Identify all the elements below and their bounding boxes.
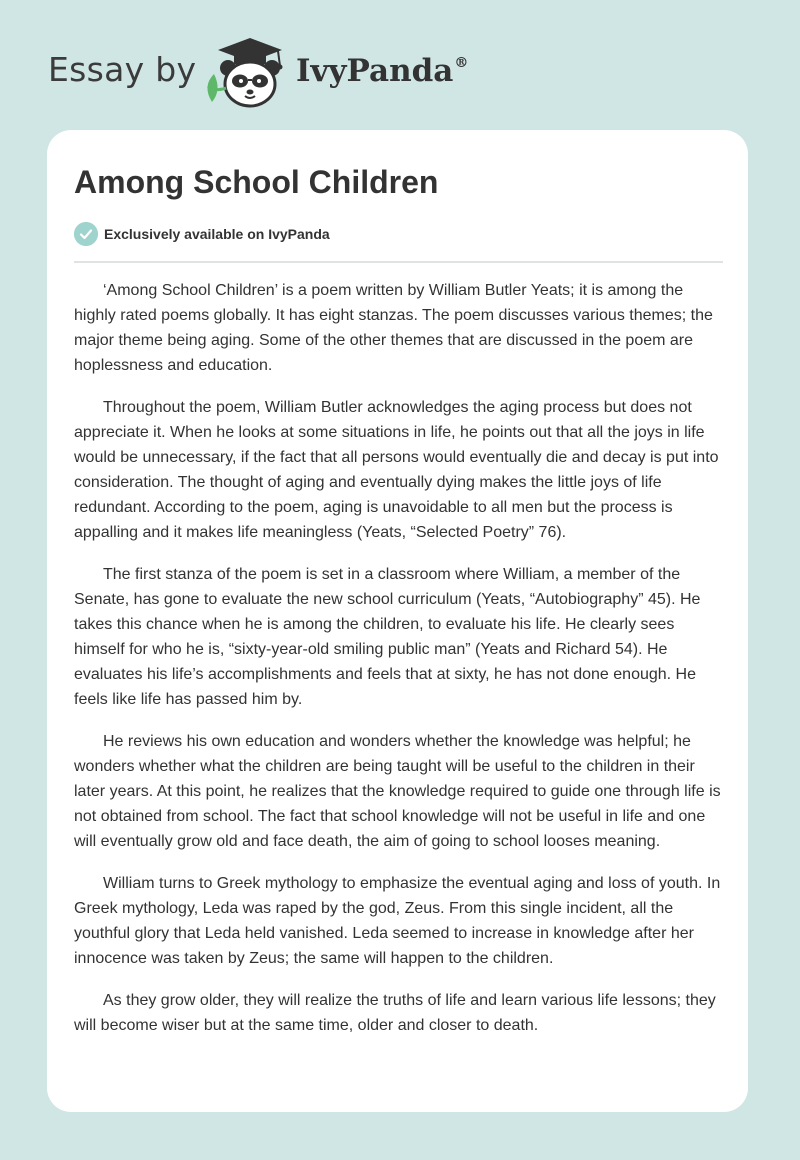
- panda-logo-icon: [200, 34, 296, 110]
- paragraph: ‘Among School Children’ is a poem written by William Butler Yeats; it is among the highly rated poems globally. It has eight stanzas. The poem discusses various themes; the major theme being aging. Some of the other themes that are discussed in the poem are hoplessness and education.: [74, 282, 713, 374]
- check-circle-icon: [74, 222, 98, 246]
- paragraph: The first stanza of the poem is set in a classroom where William, a member of the Senate, has gone to evaluate the new school curriculum (Yeats, “Autobiography” 45). He takes this chance when he is among the children, to evaluate his life. He clearly sees himself for who he is, “sixty-year-old smiling public man” (Yeats and Richard 54). He evaluates his life’s accomplishments and feels that at sixty, he has not done enough. He feels like life has passed him by.: [74, 566, 701, 708]
- paragraph: Throughout the poem, William Butler acknowledges the aging process but does not appreciate it. When he looks at some situations in life, he points out that all the joys in life would be unnecessary, if the fact that all persons would eventually die and decay is put into consideration. The thought of aging and eventually dying makes the little joys of life redundant. According to the poem, aging is unavoidable to all men but the process is appalling and it makes life meaningless (Yeats, “Selected Poetry” 76).: [74, 399, 719, 541]
- paragraph: William turns to Greek mythology to emphasize the eventual aging and loss of youth. In Greek mythology, Leda was raped by the god, Zeus. From this single incident, all the youthful glory that Leda held vanished. Leda seemed to increase in knowledge after her innocence was taken by Zeus; the same will happen to the children.: [74, 875, 721, 967]
- brand-name: [296, 53, 468, 89]
- paragraph: He reviews his own education and wonders whether the knowledge was helpful; he wonders whether what the children are being taught will be useful to the children in their later years. At this point, he realizes that the knowledge required to guide one through life is not obtained from school. The fact that school knowledge will not be useful in life and one will eventually grow old and face death, the aim of going to school looses meaning.: [74, 733, 721, 850]
- site-header: [48, 30, 648, 110]
- article-body: [74, 278, 726, 1055]
- registered-mark: ®: [454, 55, 469, 71]
- divider: [74, 261, 723, 263]
- exclusive-badge: [74, 222, 330, 246]
- article-card: [47, 130, 748, 1112]
- badge-label: Exclusively available on IvyPanda: [104, 226, 330, 242]
- page-title: Among School Children: [74, 164, 439, 200]
- essay-by-label: Essay by: [48, 50, 197, 89]
- brand-text: IvyPanda: [296, 53, 454, 89]
- paragraph: As they grow older, they will realize the truths of life and learn various life lessons; they will become wiser but at the same time, older and closer to death.: [74, 992, 716, 1034]
